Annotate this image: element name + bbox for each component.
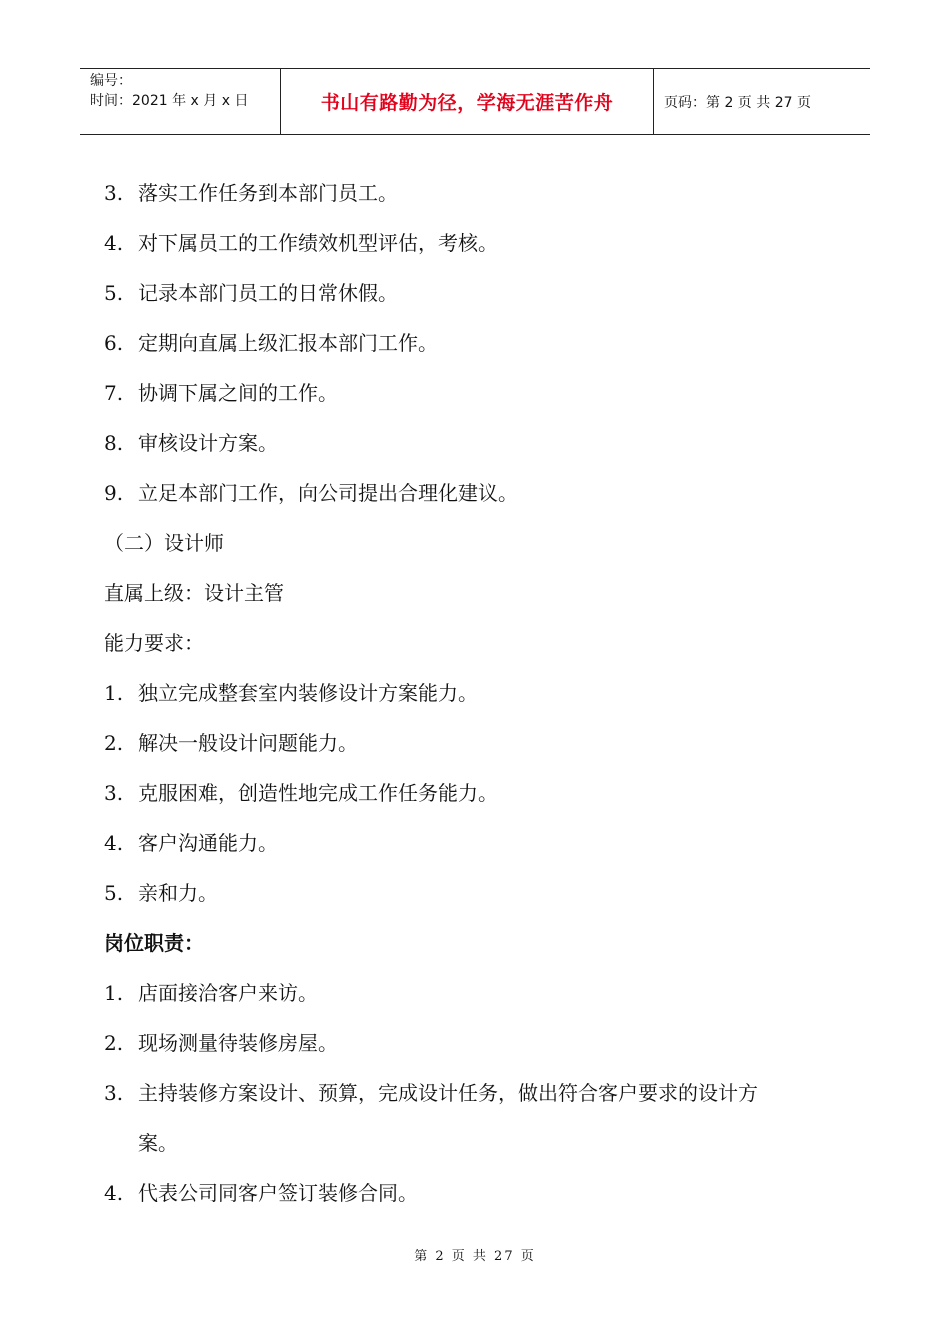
list-item — [104, 168, 854, 218]
page-footer: 第 2 页 共 27 页 — [414, 1249, 536, 1264]
list-item-number: 4. — [104, 831, 124, 855]
list-item — [104, 1168, 854, 1218]
list-item — [104, 468, 854, 518]
ability-heading: 能力要求： — [104, 631, 204, 655]
list-item-number: 3. — [104, 181, 124, 205]
list-item — [104, 868, 854, 918]
list-item — [104, 1018, 854, 1068]
list-item-number: 1. — [104, 681, 124, 705]
list-item-text: 定期向直属上级汇报本部门工作。 — [138, 331, 438, 355]
document-body — [104, 168, 854, 1218]
list-item — [104, 968, 854, 1018]
ability-list — [104, 668, 854, 918]
header-page-number: 页码：第 2 页 共 27 页 — [664, 94, 811, 111]
list-item-number: 9. — [104, 481, 124, 505]
list-item — [104, 718, 854, 768]
list-item-number: 2. — [104, 1031, 124, 1055]
list-item-text: 现场测量待装修房屋。 — [138, 1031, 338, 1055]
list-item-text: 立足本部门工作，向公司提出合理化建议。 — [138, 481, 518, 505]
list-item-text: 克服困难，创造性地完成工作任务能力。 — [138, 781, 498, 805]
list-item-number: 3. — [104, 781, 124, 805]
list-item-text: 审核设计方案。 — [138, 431, 278, 455]
code-label: 编号： — [90, 73, 132, 89]
list-item-continuation: 案。 — [138, 1131, 178, 1155]
list-item-text: 落实工作任务到本部门员工。 — [138, 181, 398, 205]
list-item-text: 主持装修方案设计、预算，完成设计任务，做出符合客户要求的设计方 — [138, 1081, 758, 1105]
page-header — [80, 68, 870, 135]
list-item-text: 对下属员工的工作绩效机型评估，考核。 — [138, 231, 498, 255]
time-label: 时间：2021 年 x 月 x 日 — [90, 93, 249, 109]
list-item-number: 6. — [104, 331, 124, 355]
list-item-number: 4. — [104, 231, 124, 255]
list-item-number: 4. — [104, 1181, 124, 1205]
list-item — [104, 818, 854, 868]
duty-list — [104, 968, 854, 1218]
list-item-text: 代表公司同客户签订装修合同。 — [138, 1181, 418, 1205]
superior-line: 直属上级：设计主管 — [104, 581, 284, 605]
list-item-number: 3. — [104, 1081, 124, 1105]
header-meta — [80, 69, 281, 134]
list-item-number: 5. — [104, 881, 124, 905]
list-item — [104, 318, 854, 368]
list-item — [104, 268, 854, 318]
list-item — [104, 768, 854, 818]
list-item-text: 店面接洽客户来访。 — [138, 981, 318, 1005]
list-item — [104, 368, 854, 418]
list-item — [104, 1068, 854, 1118]
list-item-number: 8. — [104, 431, 124, 455]
list-item — [104, 418, 854, 468]
duty-heading: 岗位职责： — [104, 931, 204, 955]
list-item-text: 独立完成整套室内装修设计方案能力。 — [138, 681, 478, 705]
section-title: （二）设计师 — [104, 531, 224, 555]
header-motto: 书山有路勤为径，学海无涯苦作舟 — [281, 69, 654, 134]
list-item-text: 协调下属之间的工作。 — [138, 381, 338, 405]
list-a — [104, 168, 854, 518]
list-item-number: 7. — [104, 381, 124, 405]
list-item-text: 解决一般设计问题能力。 — [138, 731, 358, 755]
list-item-text: 记录本部门员工的日常休假。 — [138, 281, 398, 305]
list-item — [104, 218, 854, 268]
list-item-number: 1. — [104, 981, 124, 1005]
list-item-text: 亲和力。 — [138, 881, 218, 905]
list-item — [104, 668, 854, 718]
list-item-number: 2. — [104, 731, 124, 755]
list-item-number: 5. — [104, 281, 124, 305]
list-item-text: 客户沟通能力。 — [138, 831, 278, 855]
